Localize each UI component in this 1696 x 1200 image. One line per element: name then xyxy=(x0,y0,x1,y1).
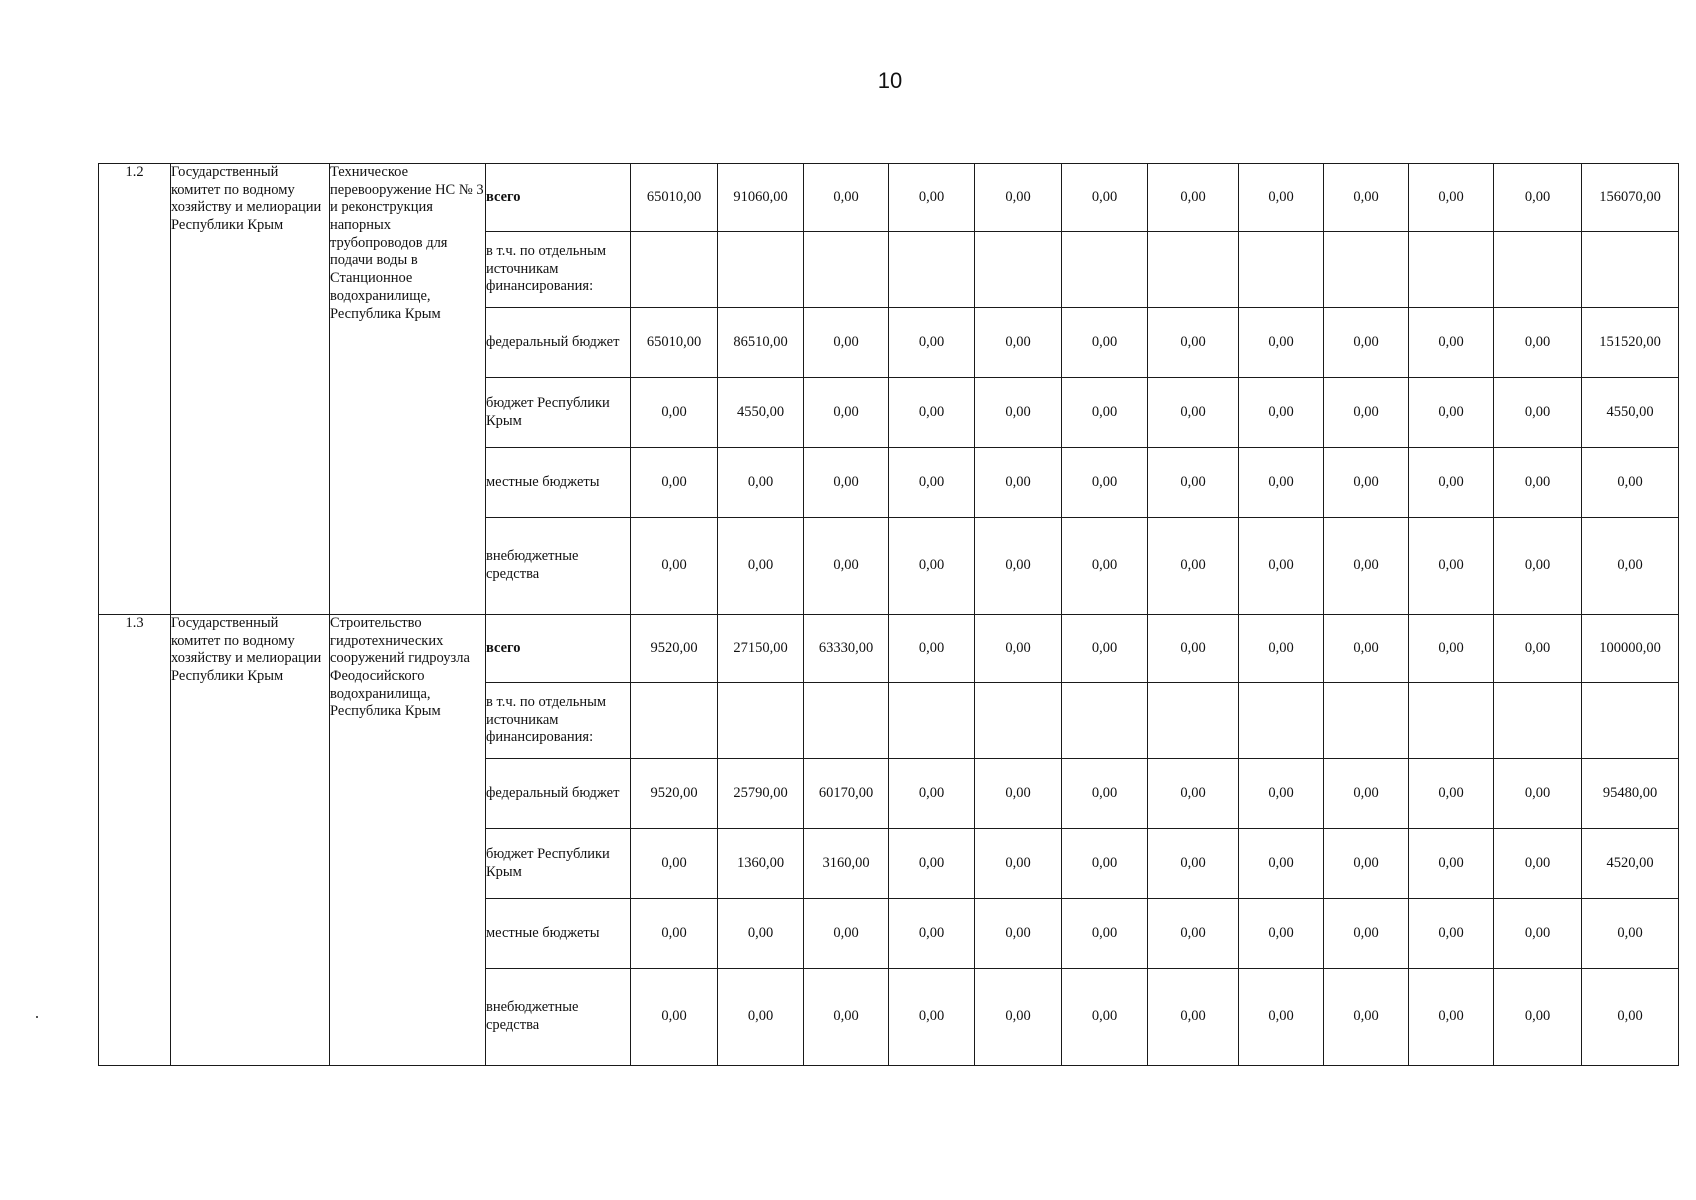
section-index: 1.3 xyxy=(99,615,171,1066)
value-cell: 0,00 xyxy=(718,448,804,518)
empty-cell xyxy=(804,683,889,759)
value-cell: 0,00 xyxy=(1062,829,1148,899)
total-value-cell: 0,00 xyxy=(1582,969,1679,1066)
value-cell: 0,00 xyxy=(1148,448,1239,518)
value-cell: 60170,00 xyxy=(804,759,889,829)
value-cell: 0,00 xyxy=(1148,969,1239,1066)
value-cell: 0,00 xyxy=(1062,164,1148,232)
value-cell: 0,00 xyxy=(1148,378,1239,448)
value-cell: 0,00 xyxy=(718,969,804,1066)
total-value-cell: 151520,00 xyxy=(1582,308,1679,378)
value-cell: 0,00 xyxy=(975,378,1062,448)
value-cell: 3160,00 xyxy=(804,829,889,899)
value-cell: 0,00 xyxy=(975,518,1062,615)
value-cell: 0,00 xyxy=(889,378,975,448)
section-index: 1.2 xyxy=(99,164,171,615)
value-cell: 0,00 xyxy=(1239,448,1324,518)
value-cell: 0,00 xyxy=(1239,308,1324,378)
measure-cell: Техническое перевооружение НС № 3 и реконструкция напорных трубопроводов для подачи воды в Станционное водохранилище, Республика Крым xyxy=(330,164,486,615)
value-cell: 65010,00 xyxy=(631,164,718,232)
value-cell: 0,00 xyxy=(1239,899,1324,969)
total-value-cell: 4520,00 xyxy=(1582,829,1679,899)
value-cell: 4550,00 xyxy=(718,378,804,448)
value-cell: 0,00 xyxy=(804,518,889,615)
value-cell: 0,00 xyxy=(1324,829,1409,899)
funding-source-cell: федеральный бюджет xyxy=(486,308,631,378)
value-cell: 0,00 xyxy=(1409,899,1494,969)
value-cell: 63330,00 xyxy=(804,615,889,683)
value-cell: 0,00 xyxy=(631,448,718,518)
value-cell: 0,00 xyxy=(1148,759,1239,829)
value-cell: 0,00 xyxy=(889,615,975,683)
value-cell: 0,00 xyxy=(1148,899,1239,969)
funding-source-cell: внебюджетные средства xyxy=(486,969,631,1066)
value-cell: 0,00 xyxy=(1062,759,1148,829)
value-cell: 9520,00 xyxy=(631,615,718,683)
funding-source-cell: всего xyxy=(486,615,631,683)
total-value-cell: 156070,00 xyxy=(1582,164,1679,232)
total-value-cell: 0,00 xyxy=(1582,518,1679,615)
value-cell: 0,00 xyxy=(889,518,975,615)
value-cell: 0,00 xyxy=(1409,969,1494,1066)
funding-source-cell: внебюджетные средства xyxy=(486,518,631,615)
value-cell: 0,00 xyxy=(975,308,1062,378)
value-cell: 0,00 xyxy=(1062,615,1148,683)
empty-cell xyxy=(1582,683,1679,759)
value-cell: 0,00 xyxy=(1148,829,1239,899)
total-value-cell: 95480,00 xyxy=(1582,759,1679,829)
value-cell: 0,00 xyxy=(1239,829,1324,899)
value-cell: 0,00 xyxy=(631,518,718,615)
value-cell: 0,00 xyxy=(1409,829,1494,899)
total-value-cell: 4550,00 xyxy=(1582,378,1679,448)
value-cell: 0,00 xyxy=(1239,615,1324,683)
value-cell: 0,00 xyxy=(631,899,718,969)
value-cell: 0,00 xyxy=(1324,518,1409,615)
value-cell: 0,00 xyxy=(1324,378,1409,448)
value-cell: 0,00 xyxy=(1494,164,1582,232)
funding-source-cell: всего xyxy=(486,164,631,232)
value-cell: 0,00 xyxy=(889,759,975,829)
value-cell: 0,00 xyxy=(1148,164,1239,232)
value-cell: 0,00 xyxy=(631,969,718,1066)
funding-source-cell: федеральный бюджет xyxy=(486,759,631,829)
value-cell: 0,00 xyxy=(1062,448,1148,518)
value-cell: 0,00 xyxy=(1239,969,1324,1066)
empty-cell xyxy=(975,683,1062,759)
empty-cell xyxy=(631,232,718,308)
empty-cell xyxy=(631,683,718,759)
value-cell: 0,00 xyxy=(975,899,1062,969)
value-cell: 0,00 xyxy=(1409,518,1494,615)
value-cell: 0,00 xyxy=(1324,308,1409,378)
executor-cell: Государственный комитет по водному хозяйству и мелиорации Республики Крым xyxy=(171,164,330,615)
empty-cell xyxy=(1239,232,1324,308)
funding-source-cell: в т.ч. по отдельным источникам финансирования: xyxy=(486,232,631,308)
value-cell: 0,00 xyxy=(1324,615,1409,683)
empty-cell xyxy=(1062,232,1148,308)
empty-cell xyxy=(1239,683,1324,759)
value-cell: 0,00 xyxy=(804,448,889,518)
funding-source-cell: бюджет Республики Крым xyxy=(486,378,631,448)
value-cell: 0,00 xyxy=(1239,518,1324,615)
value-cell: 0,00 xyxy=(975,448,1062,518)
value-cell: 9520,00 xyxy=(631,759,718,829)
empty-cell xyxy=(1494,232,1582,308)
value-cell: 0,00 xyxy=(1062,518,1148,615)
value-cell: 0,00 xyxy=(804,899,889,969)
value-cell: 0,00 xyxy=(889,448,975,518)
value-cell: 0,00 xyxy=(1409,378,1494,448)
empty-cell xyxy=(1324,683,1409,759)
value-cell: 0,00 xyxy=(1409,448,1494,518)
value-cell: 0,00 xyxy=(1494,448,1582,518)
value-cell: 0,00 xyxy=(889,308,975,378)
value-cell: 0,00 xyxy=(1494,759,1582,829)
empty-cell xyxy=(1148,683,1239,759)
value-cell: 0,00 xyxy=(975,829,1062,899)
funding-source-cell: бюджет Республики Крым xyxy=(486,829,631,899)
empty-cell xyxy=(718,683,804,759)
value-cell: 0,00 xyxy=(1324,164,1409,232)
value-cell: 0,00 xyxy=(1494,378,1582,448)
empty-cell xyxy=(1148,232,1239,308)
empty-cell xyxy=(889,232,975,308)
table-row xyxy=(99,164,1679,232)
empty-cell xyxy=(718,232,804,308)
value-cell: 27150,00 xyxy=(718,615,804,683)
value-cell: 0,00 xyxy=(1148,308,1239,378)
empty-cell xyxy=(975,232,1062,308)
value-cell: 0,00 xyxy=(718,518,804,615)
value-cell: 0,00 xyxy=(1494,308,1582,378)
value-cell: 0,00 xyxy=(975,759,1062,829)
total-value-cell: 100000,00 xyxy=(1582,615,1679,683)
value-cell: 1360,00 xyxy=(718,829,804,899)
value-cell: 0,00 xyxy=(1062,899,1148,969)
value-cell: 0,00 xyxy=(1062,308,1148,378)
empty-cell xyxy=(1062,683,1148,759)
value-cell: 0,00 xyxy=(975,615,1062,683)
value-cell: 0,00 xyxy=(1494,899,1582,969)
value-cell: 0,00 xyxy=(1062,969,1148,1066)
value-cell: 0,00 xyxy=(718,899,804,969)
value-cell: 0,00 xyxy=(1409,164,1494,232)
empty-cell xyxy=(1324,232,1409,308)
empty-cell xyxy=(1409,683,1494,759)
page-number: 10 xyxy=(877,68,903,93)
value-cell: 0,00 xyxy=(1409,308,1494,378)
value-cell: 0,00 xyxy=(1239,164,1324,232)
scan-speck xyxy=(36,1016,38,1018)
value-cell: 0,00 xyxy=(1324,448,1409,518)
empty-cell xyxy=(1494,683,1582,759)
value-cell: 0,00 xyxy=(1239,378,1324,448)
value-cell: 0,00 xyxy=(1494,615,1582,683)
value-cell: 0,00 xyxy=(1324,969,1409,1066)
value-cell: 0,00 xyxy=(804,969,889,1066)
value-cell: 0,00 xyxy=(804,378,889,448)
value-cell: 65010,00 xyxy=(631,308,718,378)
value-cell: 25790,00 xyxy=(718,759,804,829)
value-cell: 86510,00 xyxy=(718,308,804,378)
value-cell: 91060,00 xyxy=(718,164,804,232)
value-cell: 0,00 xyxy=(804,308,889,378)
empty-cell xyxy=(1409,232,1494,308)
value-cell: 0,00 xyxy=(975,969,1062,1066)
value-cell: 0,00 xyxy=(1494,829,1582,899)
value-cell: 0,00 xyxy=(1148,518,1239,615)
value-cell: 0,00 xyxy=(1324,899,1409,969)
value-cell: 0,00 xyxy=(889,164,975,232)
funding-source-cell: местные бюджеты xyxy=(486,448,631,518)
value-cell: 0,00 xyxy=(1148,615,1239,683)
value-cell: 0,00 xyxy=(1239,759,1324,829)
value-cell: 0,00 xyxy=(1494,518,1582,615)
total-value-cell: 0,00 xyxy=(1582,899,1679,969)
value-cell: 0,00 xyxy=(975,164,1062,232)
value-cell: 0,00 xyxy=(631,378,718,448)
value-cell: 0,00 xyxy=(1409,759,1494,829)
budget-table xyxy=(98,163,1679,1066)
value-cell: 0,00 xyxy=(1324,759,1409,829)
value-cell: 0,00 xyxy=(1494,969,1582,1066)
total-value-cell: 0,00 xyxy=(1582,448,1679,518)
value-cell: 0,00 xyxy=(889,969,975,1066)
value-cell: 0,00 xyxy=(631,829,718,899)
table-row xyxy=(99,615,1679,683)
value-cell: 0,00 xyxy=(889,899,975,969)
executor-cell: Государственный комитет по водному хозяйству и мелиорации Республики Крым xyxy=(171,615,330,1066)
empty-cell xyxy=(1582,232,1679,308)
value-cell: 0,00 xyxy=(804,164,889,232)
empty-cell xyxy=(889,683,975,759)
measure-cell: Строительство гидротехнических сооружений гидроузла Феодосийского водохранилища, Республика Крым xyxy=(330,615,486,1066)
funding-source-cell: местные бюджеты xyxy=(486,899,631,969)
value-cell: 0,00 xyxy=(1062,378,1148,448)
empty-cell xyxy=(804,232,889,308)
value-cell: 0,00 xyxy=(1409,615,1494,683)
funding-source-cell: в т.ч. по отдельным источникам финансирования: xyxy=(486,683,631,759)
value-cell: 0,00 xyxy=(889,829,975,899)
